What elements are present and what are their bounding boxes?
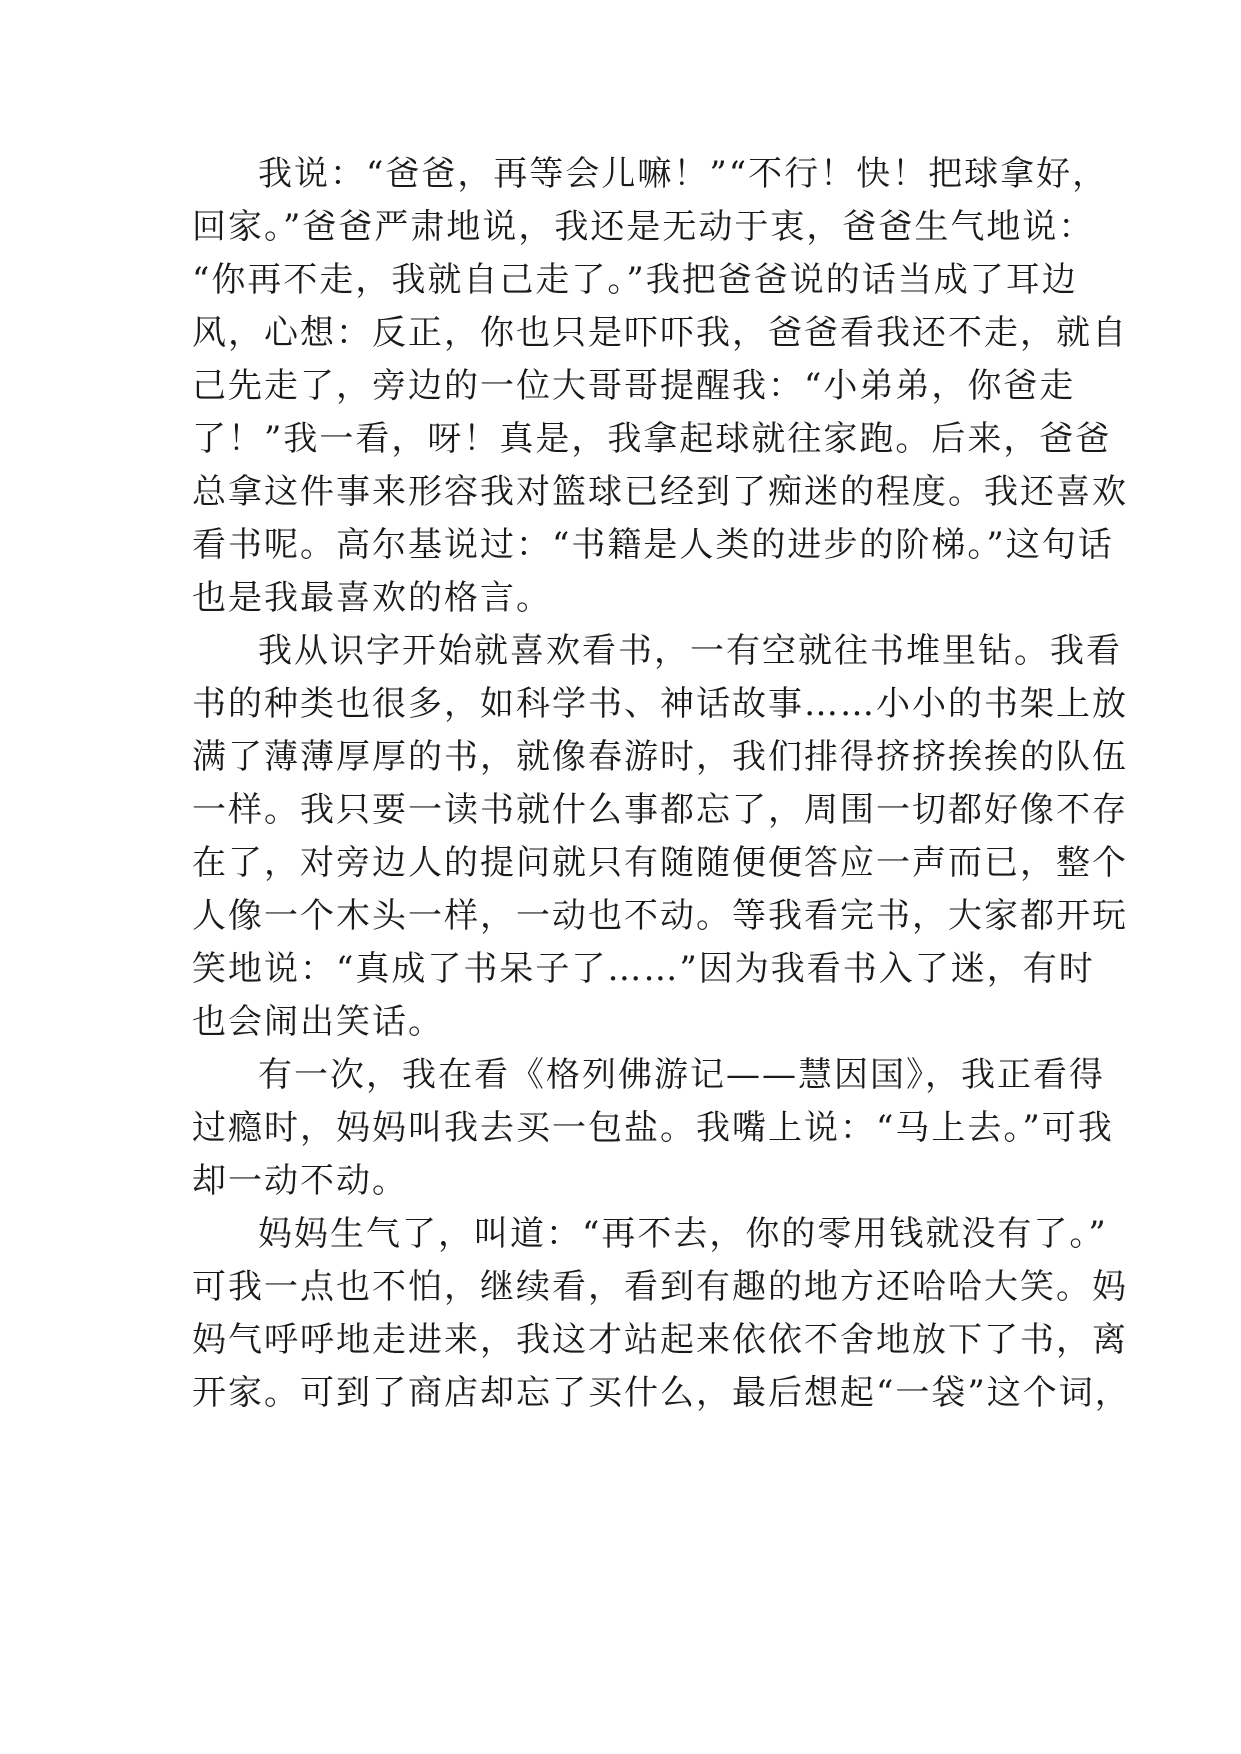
text-line: 己先走了，旁边的一位大哥哥提醒我：“小弟弟，你爸走 [192,366,1076,406]
text-line: 我从识字开始就喜欢看书，一有空就往书堆里钻。我看 [258,631,1122,671]
text-line: “你再不走，我就自己走了。”我把爸爸说的话当成了耳边 [192,260,1078,300]
text-line: 也是我最喜欢的格言。 [192,578,552,618]
text-line: 了！”我一看，呀！真是，我拿起球就往家跑。后来，爸爸 [192,419,1112,459]
text-line: 过瘾时，妈妈叫我去买一包盐。我嘴上说：“马上去。”可我 [192,1108,1114,1148]
text-line: 可我一点也不怕，继续看，看到有趣的地方还哈哈大笑。妈 [192,1267,1128,1307]
text-line: 开家。可到了商店却忘了买什么，最后想起“一袋”这个词， [192,1373,1131,1413]
text-line: 笑地说：“真成了书呆子了……”因为我看书入了迷，有时 [192,949,1095,989]
text-line: 也会闹出笑话。 [192,1002,444,1042]
text-line: 在了，对旁边人的提问就只有随随便便答应一声而已，整个 [192,843,1128,883]
text-line: 有一次，我在看《格列佛游记——慧因国》，我正看得 [258,1055,1105,1095]
text-line: 书的种类也很多，如科学书、神话故事……小小的书架上放 [192,684,1128,724]
text-line: 一样。我只要一读书就什么事都忘了，周围一切都好像不存 [192,790,1128,830]
text-line: 妈气呼呼地走进来，我这才站起来依依不舍地放下了书，离 [192,1320,1128,1360]
text-line: 妈妈生气了，叫道：“再不去，你的零用钱就没有了。” [258,1214,1108,1254]
text-line: 满了薄薄厚厚的书，就像春游时，我们排得挤挤挨挨的队伍 [192,737,1128,777]
text-line: 总拿这件事来形容我对篮球已经到了痴迷的程度。我还喜欢 [192,472,1128,512]
text-line: 风，心想：反正，你也只是吓吓我，爸爸看我还不走，就自 [192,313,1128,353]
text-line: 我说：“爸爸，再等会儿嘛！”“不行！快！把球拿好， [258,154,1109,194]
text-line: 看书呢。高尔基说过：“书籍是人类的进步的阶梯。”这句话 [192,525,1114,565]
text-line: 却一动不动。 [192,1161,408,1201]
text-line: 回家。”爸爸严肃地说，我还是无动于衷，爸爸生气地说： [192,207,1095,247]
text-line: 人像一个木头一样，一动也不动。等我看完书，大家都开玩 [192,896,1128,936]
